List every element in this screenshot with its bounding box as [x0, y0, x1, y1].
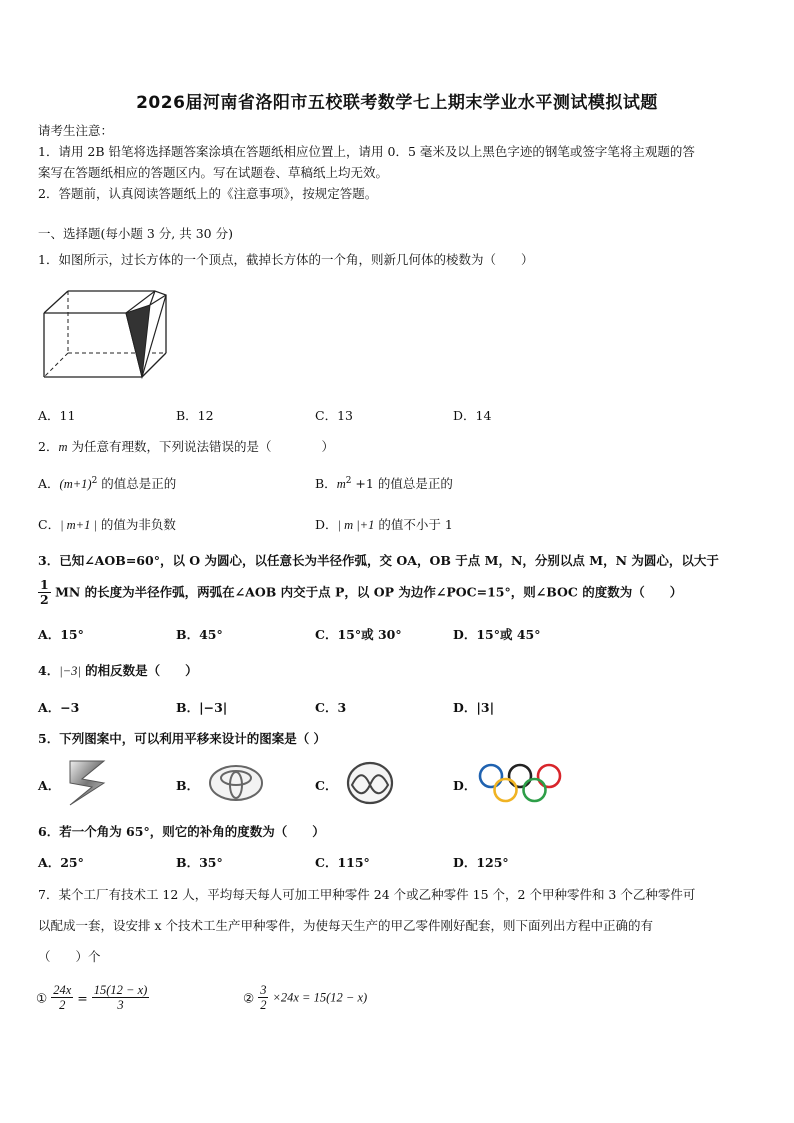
- q7-eq1-right-num: 15(12 − x): [93, 983, 148, 997]
- q7-eq2-den: 2: [260, 998, 267, 1013]
- question-6-stem: 6．若一个角为 65°，则它的补角的度数为（ ）: [38, 824, 325, 839]
- question-2-stem: [38, 437, 334, 455]
- q5-option-c-label: C．: [315, 778, 338, 793]
- q2-c-label: C．: [38, 517, 61, 532]
- q2-option-d: [315, 515, 453, 533]
- q7-eq1-right-fraction: [92, 983, 150, 1013]
- q2-variable: m: [58, 440, 68, 454]
- q2-c-expr: | m+1 |: [60, 518, 97, 532]
- q7-eq1-mark: ①: [36, 990, 48, 1006]
- ring-red: [538, 765, 560, 787]
- q2-option-c: [38, 515, 176, 533]
- q4-option-c: C．3: [315, 700, 347, 715]
- q3-option-a: A．15°: [38, 627, 84, 642]
- q2-stem-text: 为任意有理数，下列说法错误的是（ ）: [67, 439, 334, 454]
- question-1-stem: 1．如图所示，过长方体的一个顶点，截掉长方体的一个角，则新几何体的棱数为（ ）: [38, 252, 534, 267]
- q3-frac-den: 2: [40, 592, 49, 608]
- q3-half-fraction: [38, 578, 51, 608]
- q2-b-text: +1 的值总是正的: [351, 476, 453, 491]
- q2-b-label: B．: [315, 476, 337, 491]
- mazda-logo-icon: [346, 761, 394, 805]
- q1-option-d: D．14: [453, 408, 492, 423]
- q3-line-2-text: MN 的长度为半径作弧，两弧在∠AOB 内交于点 P，以 OP 为边作∠POC=15°，则∠BOC 的度数为（ ）: [55, 584, 683, 600]
- q1-option-c: C．13: [315, 408, 353, 423]
- suzuki-logo-icon: [64, 757, 110, 809]
- q7-eq2-num: 3: [260, 983, 267, 997]
- q6-option-a: A．25°: [38, 855, 84, 870]
- q2-b-exponent: 2: [345, 475, 352, 486]
- q7-eq1-left-den: 2: [59, 998, 66, 1013]
- q6-option-b: B．35°: [176, 855, 223, 870]
- section-heading: 一、选择题(每小题 3 分, 共 30 分): [38, 226, 233, 241]
- q7-eq1-equals: =: [77, 990, 88, 1006]
- q5-option-d-label: D．: [453, 778, 477, 793]
- notice-line-3: 2．答题前，认真阅读答题纸上的《注意事项》，按规定答题。: [38, 186, 378, 201]
- ring-green: [524, 779, 546, 801]
- q7-eq2-rest: ×24x = 15(12 − x): [272, 990, 368, 1005]
- q5-option-a-label: A．: [38, 778, 61, 793]
- q3-option-d: D．15°或 45°: [453, 627, 541, 642]
- q1-option-a: A．11: [38, 408, 76, 423]
- q4-expr: |−3|: [59, 664, 81, 678]
- q2-option-b: [315, 474, 453, 492]
- q2-d-label: D．: [315, 517, 338, 532]
- toyota-logo-icon: [208, 764, 264, 802]
- q7-equation-1: [36, 983, 149, 1013]
- q7-eq2-fraction: [258, 983, 268, 1013]
- ring-black: [509, 765, 531, 787]
- q3-frac-num: 1: [40, 577, 49, 592]
- ring-blue: [480, 765, 502, 787]
- q7-equation-2: [243, 983, 367, 1013]
- q4-option-d: D．|3|: [453, 700, 495, 715]
- question-7-line-1: 7．某个工厂有技术工 12 人，平均每天每人可加工甲种零件 24 个或乙种零件 15 个，2 个甲种零件和 3 个乙种零件可: [38, 887, 696, 902]
- q4-option-a: A．−3: [38, 700, 80, 715]
- q6-option-c: C．115°: [315, 855, 370, 870]
- question-7-line-3: （ ）个: [38, 949, 101, 964]
- ring-yellow: [495, 779, 517, 801]
- q2-d-expr: | m |+1: [337, 518, 375, 532]
- q4-number: 4．: [38, 663, 60, 678]
- q1-option-b: B．12: [176, 408, 214, 423]
- q3-option-b: B．45°: [176, 627, 223, 642]
- notice-line-1: 1．请用 2B 铅笔将选择题答案涂填在答题纸相应位置上，请用 0．5 毫米及以上黑色字迹的钢笔或签字笔将主观题的答: [38, 144, 695, 159]
- q2-d-text: 的值不小于 1: [374, 517, 453, 532]
- q2-c-text: 的值为非负数: [96, 517, 176, 532]
- question-5-stem: 5．下列图案中，可以利用平移来设计的图案是（ ）: [38, 731, 327, 746]
- q5-option-b-label: B．: [176, 778, 200, 793]
- cuboid-figure: [40, 285, 170, 383]
- q6-option-d: D．125°: [453, 855, 509, 870]
- q2-a-exponent: 2: [91, 475, 98, 486]
- notice-line-2: 案写在答题纸相应的答题区内。写在试题卷、草稿纸上均无效。: [38, 165, 389, 180]
- q3-option-c: C．15°或 30°: [315, 627, 402, 642]
- q7-eq2-mark: ②: [243, 990, 255, 1006]
- q2-a-text: 的值总是正的: [97, 476, 177, 491]
- q2-b-var: m: [336, 477, 346, 491]
- q4-option-b: B．|−3|: [176, 700, 228, 715]
- page-title: 2026届河南省洛阳市五校联考数学七上期末学业水平测试模拟试题: [136, 93, 658, 113]
- q7-eq1-left-fraction: [51, 983, 73, 1013]
- question-3-line-2: [38, 578, 682, 608]
- q2-a-label: A．: [38, 476, 60, 491]
- q2-a-expr: (m+1): [59, 477, 92, 491]
- q2-number: 2．: [38, 439, 59, 454]
- q2-option-a: [38, 474, 176, 492]
- olympic-rings-icon: [478, 763, 562, 805]
- question-4-stem: [38, 661, 198, 679]
- question-7-line-2: 以配成一套，设安排 x 个技术工生产甲种零件，为使每天生产的甲乙零件刚好配套，则下面列出方程中正确的有: [38, 918, 653, 933]
- notice-heading: 请考生注意：: [38, 123, 114, 138]
- question-3-line-1: 3．已知∠AOB=60°，以 O 为圆心，以任意长为半径作弧，交 OA，OB 于点 M，N，分别以点 M，N 为圆心，以大于: [38, 553, 719, 568]
- q7-eq1-right-den: 3: [117, 998, 124, 1013]
- q4-stem-text: 的相反数是（ ）: [80, 663, 198, 678]
- q7-eq1-left-num: 24x: [53, 983, 72, 997]
